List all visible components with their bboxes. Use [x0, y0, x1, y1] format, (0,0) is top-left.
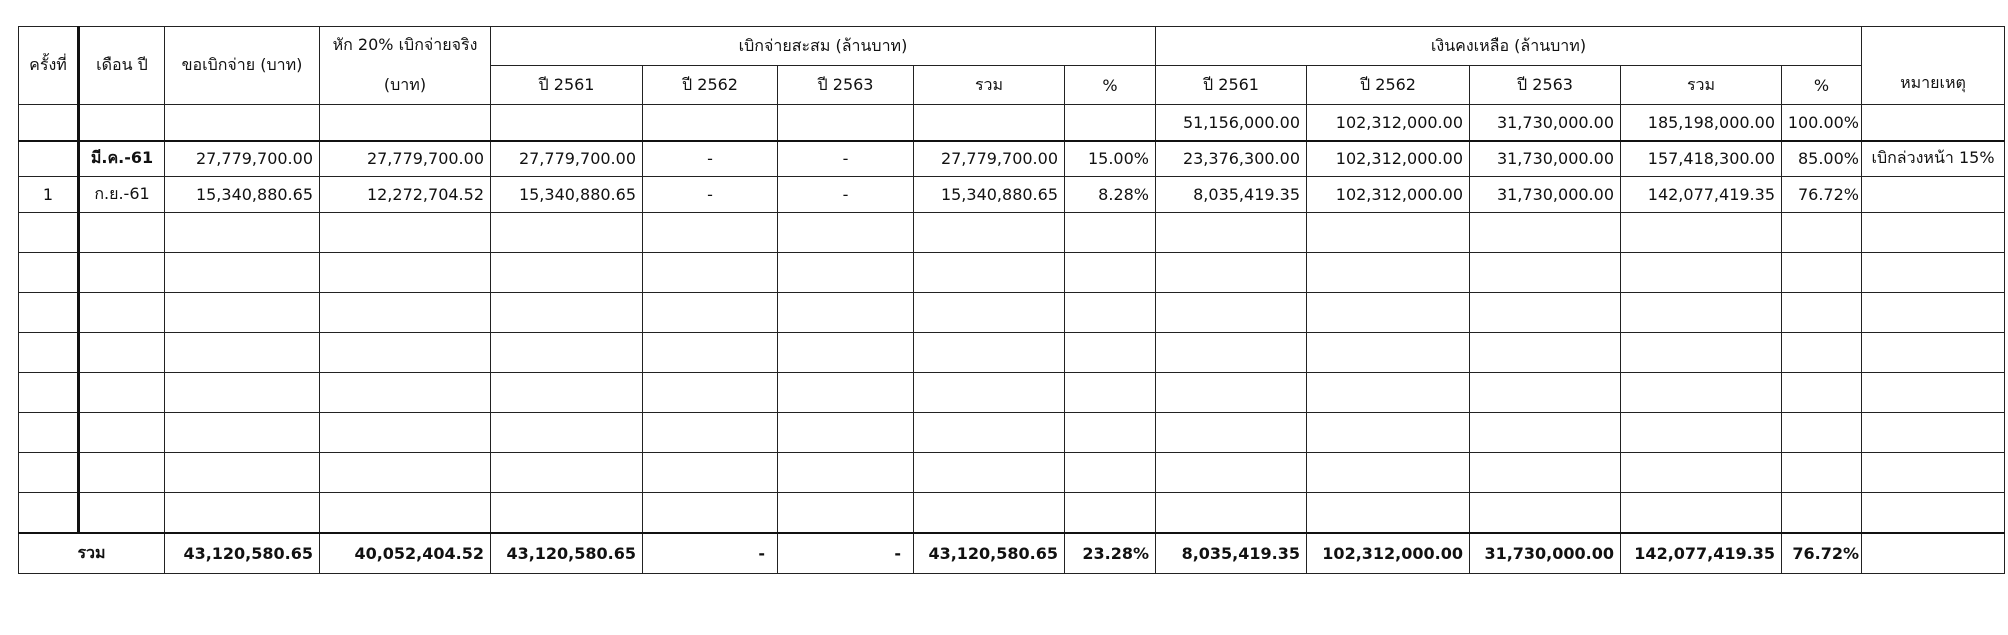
- cell-deduct: [320, 105, 491, 141]
- cell-bal-sum: 157,418,300.00: [1621, 141, 1782, 177]
- total-cum-2562: -: [643, 533, 778, 574]
- header-bal-sum: รวม: [1621, 66, 1782, 105]
- header-cum-2562: ปี 2562: [643, 66, 778, 105]
- header-row-1: [19, 27, 2005, 66]
- empty-row: [19, 453, 2005, 493]
- table-row: [19, 177, 2005, 213]
- cell-cum-sum: [914, 105, 1065, 141]
- table-row: [19, 105, 2005, 141]
- cell-cum-2561: 15,340,880.65: [491, 177, 643, 213]
- header-deduct-line1: หัก 20% เบิกจ่ายจริง: [320, 27, 491, 66]
- header-cum-pct: %: [1065, 66, 1156, 105]
- cell-cum-2562: [643, 105, 778, 141]
- cell-month: [79, 105, 165, 141]
- total-bal-2562: 102,312,000.00: [1307, 533, 1470, 574]
- header-bal-pct: %: [1782, 66, 1862, 105]
- total-deduct: 40,052,404.52: [320, 533, 491, 574]
- total-cum-sum: 43,120,580.65: [914, 533, 1065, 574]
- cell-deduct: 12,272,704.52: [320, 177, 491, 213]
- cell-bal-2562: 102,312,000.00: [1307, 105, 1470, 141]
- table-row: [19, 141, 2005, 177]
- cell-bal-2562: 102,312,000.00: [1307, 177, 1470, 213]
- header-cum-2561: ปี 2561: [491, 66, 643, 105]
- cell-request: 15,340,880.65: [165, 177, 320, 213]
- header-bal-2562: ปี 2562: [1307, 66, 1470, 105]
- disbursement-table: [18, 26, 2005, 574]
- header-bal-2563: ปี 2563: [1470, 66, 1621, 105]
- total-bal-sum: 142,077,419.35: [1621, 533, 1782, 574]
- header-cum-2563: ปี 2563: [778, 66, 914, 105]
- cell-month: มี.ค.-61: [79, 141, 165, 177]
- cell-month: ก.ย.-61: [79, 177, 165, 213]
- cell-cum-2563: [778, 105, 914, 141]
- empty-row: [19, 373, 2005, 413]
- cell-cum-2562: -: [643, 177, 778, 213]
- cell-bal-2563: 31,730,000.00: [1470, 105, 1621, 141]
- cell-no: 1: [19, 177, 79, 213]
- cell-remark: [1862, 177, 2005, 213]
- cell-bal-sum: 142,077,419.35: [1621, 177, 1782, 213]
- cell-cum-pct: 15.00%: [1065, 141, 1156, 177]
- header-month: เดือน ปี: [79, 27, 165, 105]
- total-bal-2563: 31,730,000.00: [1470, 533, 1621, 574]
- total-remark: [1862, 533, 2005, 574]
- total-request: 43,120,580.65: [165, 533, 320, 574]
- cell-bal-pct: 76.72%: [1782, 177, 1862, 213]
- cell-remark: [1862, 105, 2005, 141]
- cell-bal-pct: 100.00%: [1782, 105, 1862, 141]
- total-cum-2563: -: [778, 533, 914, 574]
- cell-bal-2561: 51,156,000.00: [1156, 105, 1307, 141]
- header-remark: หมายเหตุ: [1862, 27, 2005, 105]
- empty-row: [19, 253, 2005, 293]
- cell-cum-2561: 27,779,700.00: [491, 141, 643, 177]
- cell-cum-2563: -: [778, 141, 914, 177]
- cell-cum-2562: -: [643, 141, 778, 177]
- cell-request: 27,779,700.00: [165, 141, 320, 177]
- empty-row: [19, 333, 2005, 373]
- cell-cum-2561: [491, 105, 643, 141]
- header-bal-2561: ปี 2561: [1156, 66, 1307, 105]
- cell-bal-sum: 185,198,000.00: [1621, 105, 1782, 141]
- cell-deduct: 27,779,700.00: [320, 141, 491, 177]
- header-no: ครั้งที่: [19, 27, 79, 105]
- cell-no: [19, 141, 79, 177]
- total-label: รวม: [19, 533, 165, 574]
- header-deduct-line2: (บาท): [320, 66, 491, 105]
- total-cum-pct: 23.28%: [1065, 533, 1156, 574]
- cell-cum-sum: 15,340,880.65: [914, 177, 1065, 213]
- total-cum-2561: 43,120,580.65: [491, 533, 643, 574]
- cell-request: [165, 105, 320, 141]
- total-row: [19, 533, 2005, 574]
- total-bal-2561: 8,035,419.35: [1156, 533, 1307, 574]
- empty-row: [19, 213, 2005, 253]
- header-balance-group: เงินคงเหลือ (ล้านบาท): [1156, 27, 1862, 66]
- cell-cum-pct: [1065, 105, 1156, 141]
- empty-row: [19, 293, 2005, 333]
- header-cum-sum: รวม: [914, 66, 1065, 105]
- cell-bal-2563: 31,730,000.00: [1470, 141, 1621, 177]
- cell-cum-pct: 8.28%: [1065, 177, 1156, 213]
- header-request: ขอเบิกจ่าย (บาท): [165, 27, 320, 105]
- cell-remark: เบิกล่วงหน้า 15%: [1862, 141, 2005, 177]
- cell-bal-2563: 31,730,000.00: [1470, 177, 1621, 213]
- empty-row: [19, 493, 2005, 533]
- total-bal-pct: 76.72%: [1782, 533, 1862, 574]
- cell-bal-2561: 8,035,419.35: [1156, 177, 1307, 213]
- cell-bal-pct: 85.00%: [1782, 141, 1862, 177]
- empty-row: [19, 413, 2005, 453]
- cell-cum-2563: -: [778, 177, 914, 213]
- cell-cum-sum: 27,779,700.00: [914, 141, 1065, 177]
- header-cumulative-group: เบิกจ่ายสะสม (ล้านบาท): [491, 27, 1156, 66]
- cell-bal-2561: 23,376,300.00: [1156, 141, 1307, 177]
- cell-bal-2562: 102,312,000.00: [1307, 141, 1470, 177]
- cell-no: [19, 105, 79, 141]
